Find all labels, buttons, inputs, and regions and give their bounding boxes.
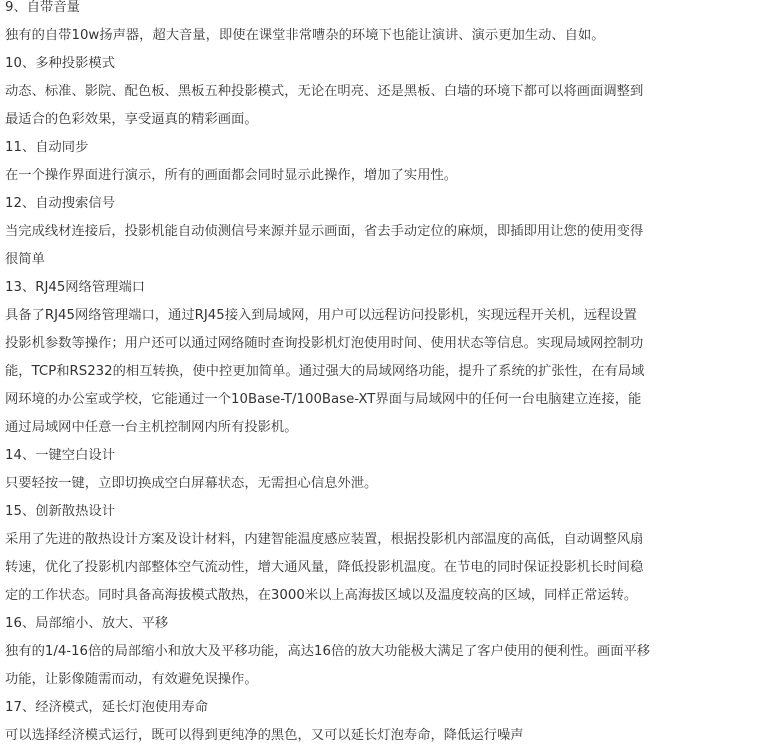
paragraph-line: 通过局域网中任意一台主机控制网内所有投影机。 bbox=[5, 420, 298, 435]
paragraph-line: 独有的自带10w扬声器，超大音量，即使在课堂非常嘈杂的环境下也能让演讲、演示更加生动、自如。 bbox=[5, 28, 605, 43]
paragraph-line: 采用了先进的散热设计方案及设计材料，内建智能温度感应装置，根据投影机内部温度的高低，自动调整风扇 bbox=[5, 532, 644, 547]
paragraph-line: 可以选择经济模式运行，既可以得到更纯净的黑色，又可以延长灯泡寿命，降低运行噪声 bbox=[5, 728, 524, 743]
section-heading-13: 13、RJ45网络管理端口 bbox=[5, 280, 146, 295]
section-heading-16: 16、局部缩小、放大、平移 bbox=[5, 616, 169, 631]
paragraph-line: 很简单 bbox=[5, 252, 45, 267]
paragraph-line: 具备了RJ45网络管理端口，通过RJ45接入到局域网，用户可以远程访问投影机，实现远程开关机，远程设置 bbox=[5, 308, 637, 323]
paragraph-line: 定的工作状态。同时具备高海拔模式散热，在3000米以上高海拔区域以及温度较高的区域，同样正常运转。 bbox=[5, 588, 638, 603]
section-heading-12: 12、自动搜索信号 bbox=[5, 196, 115, 211]
paragraph-line: 当完成线材连接后，投影机能自动侦测信号来源并显示画面，省去手动定位的麻烦，即插即用让您的使用变得 bbox=[5, 224, 644, 239]
paragraph-line: 投影机参数等操作；用户还可以通过网络随时查询投影机灯泡使用时间、使用状态等信息。实现局域网控制功 bbox=[5, 336, 644, 351]
section-heading-14: 14、一键空白设计 bbox=[5, 448, 115, 463]
section-heading-11: 11、自动同步 bbox=[5, 140, 89, 155]
paragraph-line: 转速，优化了投影机内部整体空气流动性，增大通风量，降低投影机温度。在节电的同时保证投影机长时间稳 bbox=[5, 560, 644, 575]
paragraph-line: 功能，让影像随需而动，有效避免误操作。 bbox=[5, 672, 258, 687]
paragraph-line: 动态、标准、影院、配色板、黑板五种投影模式，无论在明亮、还是黑板、白墙的环境下都可以将画面调整到 bbox=[5, 84, 644, 99]
section-heading-17: 17、经济模式，延长灯泡使用寿命 bbox=[5, 700, 209, 715]
paragraph-line: 网环境的办公室或学校，它能通过一个10Base-T/100Base-XT界面与局域网中的任何一台电脑建立连接，能 bbox=[5, 392, 642, 407]
paragraph-line: 最适合的色彩效果，享受逼真的精彩画面。 bbox=[5, 112, 258, 127]
section-heading-10: 10、多种投影模式 bbox=[5, 56, 115, 71]
paragraph-line: 独有的1/4-16倍的局部缩小和放大及平移功能，高达16倍的放大功能极大满足了客户使用的便利性。画面平移 bbox=[5, 644, 651, 659]
section-heading-15: 15、创新散热设计 bbox=[5, 504, 115, 519]
paragraph-line: 只要轻按一键，立即切换成空白屏幕状态，无需担心信息外泄。 bbox=[5, 476, 378, 491]
paragraph-line: 在一个操作界面进行演示，所有的画面都会同时显示此操作，增加了实用性。 bbox=[5, 168, 458, 183]
section-heading-9: 9、自带音量 bbox=[5, 0, 80, 15]
paragraph-line: 能，TCP和RS232的相互转换，使中控更加简单。通过强大的局域网络功能，提升了系统的扩张性，在有局域 bbox=[5, 364, 645, 379]
